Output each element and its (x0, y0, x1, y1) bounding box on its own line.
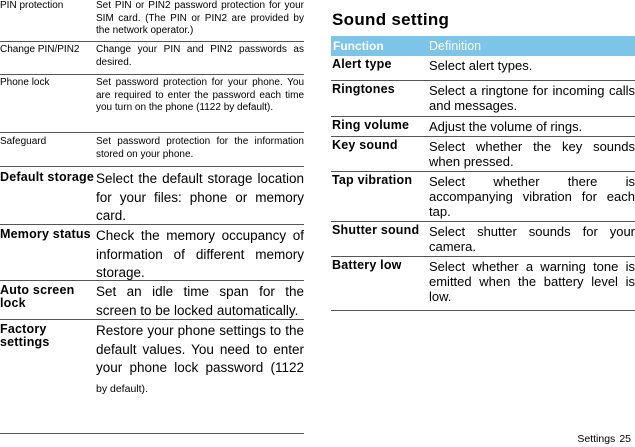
definition-cell: Set password protection for the information stored on your phone. (96, 136, 304, 160)
definition-cell: Select a ringtone for incoming calls and messages. (429, 83, 635, 113)
function-cell: Key sound (332, 138, 398, 152)
function-cell: Change PIN/PIN2 (0, 44, 80, 55)
header-function: Function (333, 39, 384, 53)
security-settings-table (0, 0, 304, 434)
definition-cell: Select whether the key sounds when pressed. (429, 139, 635, 169)
function-cell: Safeguard (0, 136, 47, 147)
table-row (331, 172, 635, 222)
function-cell: Battery low (332, 258, 402, 272)
table-row (331, 222, 635, 257)
table-row (331, 257, 635, 311)
definition-cell: Adjust the volume of rings. (429, 119, 583, 134)
table-header (331, 36, 635, 56)
function-cell: Alert type (332, 57, 392, 71)
function-cell: Default storage (0, 170, 94, 184)
function-cell: Factory settings (0, 322, 50, 349)
table-row (331, 117, 635, 137)
definition-cell: Select shutter sounds for your camera. (429, 224, 635, 254)
table-row (0, 168, 304, 225)
table-row (0, 77, 304, 133)
definition-cell: Set password protection for your phone. You are required to enter the password each time you turn on the phone (1122 by default). (96, 77, 304, 113)
definition-cell: Select whether there is accompanying vibration for each tap. (429, 174, 635, 219)
table-row (0, 136, 304, 167)
definition-cell (96, 320, 304, 429)
section-title: Sound setting (332, 10, 450, 29)
definition-cell: Select alert types. (429, 58, 533, 73)
function-cell: Ring volume (332, 118, 410, 132)
function-cell: Tap vibration (332, 173, 413, 187)
table-row (0, 225, 304, 281)
function-cell: Phone lock (0, 77, 50, 88)
page-footer (577, 433, 631, 445)
table-row (0, 320, 304, 434)
table-row (331, 81, 635, 117)
definition-cell: Select the default storage location for your files: phone or memory card. (96, 171, 304, 223)
definition-cell: Select whether a warning tone is emitted when the battery level is low. (429, 259, 635, 304)
table-row (0, 0, 304, 42)
function-cell: Memory status (0, 227, 91, 241)
definition-cell: Change your PIN and PIN2 passwords as desired. (96, 44, 304, 68)
table-row (331, 137, 635, 172)
sound-settings-table (331, 36, 635, 311)
function-cell: Ringtones (332, 82, 395, 96)
definition-text-small: by default). (96, 382, 148, 395)
function-cell: Auto screen lock (0, 283, 75, 310)
definition-cell: Set an idle time span for the screen to be locked automatically. (96, 284, 304, 318)
definition-cell: Check the memory occupancy of information of different memory storage. (96, 228, 304, 280)
table-row (331, 56, 635, 81)
table-row (0, 281, 304, 320)
header-definition: Definition (429, 39, 482, 53)
table-row (0, 44, 304, 75)
definition-text: Restore your phone settings to the default values. You need to enter your phone lock password (1122 (96, 323, 304, 375)
footer-section: Settings (577, 433, 616, 445)
page-number: 25 (619, 433, 631, 445)
function-cell: PIN protection (0, 0, 64, 11)
definition-cell: Set PIN or PIN2 password protection for your SIM card. (The PIN or PIN2 are provided by the network operator.) (96, 0, 304, 36)
function-cell: Shutter sound (332, 223, 420, 237)
